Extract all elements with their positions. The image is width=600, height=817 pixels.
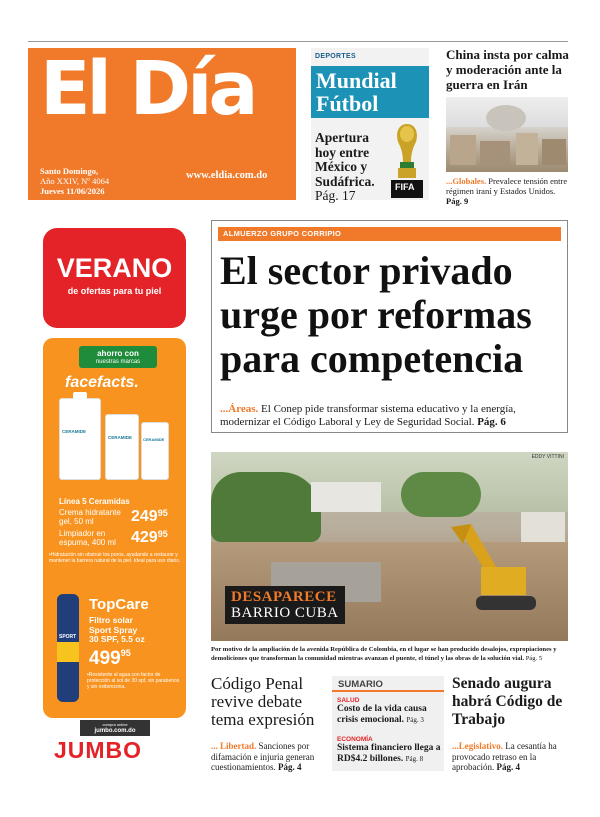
- ad-price-3-cents: 95: [120, 648, 131, 658]
- iran-photo-building: [516, 133, 538, 165]
- ad-price-2-cents: 95: [157, 529, 168, 539]
- iran-text: Prevalece tensión entre régimen iraní y Estados Unidos.: [446, 176, 568, 196]
- iran-photo-smoke: [486, 105, 526, 131]
- masthead-url[interactable]: www.eldia.com.do: [186, 170, 268, 181]
- codigo-penal-page[interactable]: Pág. 4: [278, 762, 302, 772]
- sports-page: Pág. 17: [315, 188, 356, 203]
- fifa-logo: FIFA: [395, 182, 415, 192]
- barrio-cuba-photo[interactable]: [211, 452, 568, 641]
- ad-verano-subtitle: de ofertas para tu piel: [67, 286, 162, 296]
- main-lead: ...Áreas.: [220, 403, 259, 415]
- ad-bottle-foam: [59, 398, 101, 480]
- jumbo-online-badge[interactable]: [80, 720, 150, 736]
- ad-bottle-tube: [141, 422, 169, 480]
- sports-category: DEPORTES: [315, 53, 356, 60]
- sumario-item-text: Costo de la vida causa crisis emocional.: [337, 704, 427, 725]
- senado-page[interactable]: Pág. 4: [496, 762, 520, 772]
- ad-price-1-main: 249: [131, 508, 158, 525]
- ad-verano-title: VERANO: [56, 253, 173, 283]
- sumario-title: SUMARIO: [332, 676, 444, 692]
- ad-price-3-main: 499: [89, 648, 121, 669]
- sports-teaser[interactable]: [311, 48, 429, 203]
- ad-price-3: [89, 648, 131, 670]
- sumario-item[interactable]: [337, 697, 441, 725]
- ad-product-1: Crema hidratante gel, 50 ml: [59, 508, 121, 526]
- main-page[interactable]: Pág. 6: [477, 416, 506, 428]
- ad-line-name: Línea 5 Ceramidas: [59, 497, 130, 506]
- sports-text-body: Apertura hoy entre México y Sudáfrica.: [315, 130, 375, 189]
- sports-title: [316, 69, 397, 115]
- masthead-year: Año XXIV, Nº 4064: [40, 176, 110, 186]
- senado-text: La cesantía ha provocado retraso en la aprobación.: [452, 741, 557, 772]
- main-headline[interactable]: El sector privado urge por reformas para competencia: [220, 248, 532, 381]
- sumario-item[interactable]: [337, 736, 441, 764]
- ad-note-1: •Hidratación sin obstruir los poros, ayudando a restaurar y mantener la barrera natural de la piel. Ideal para uso diario.: [49, 552, 181, 564]
- ad-bottle-tube-label: CERAMIDE: [143, 437, 165, 442]
- iran-lead: ...Globales.: [446, 176, 487, 186]
- ad-brand-facefacts: facefacts.: [65, 374, 139, 391]
- iran-photo-building: [450, 135, 476, 165]
- ad-brand-topcare: TopCare: [89, 596, 149, 613]
- sumario-item-page: Pág. 8: [405, 754, 424, 763]
- sports-title-band: [311, 66, 429, 118]
- iran-page[interactable]: Pág. 9: [446, 196, 469, 206]
- main-story[interactable]: [211, 220, 568, 433]
- senado-summary: [452, 741, 570, 773]
- ad-products[interactable]: [43, 338, 186, 718]
- jumbo-url: jumbo.com.do: [94, 728, 136, 734]
- excavator-icon: [441, 512, 541, 622]
- ad-badge-line1: ahorro con: [97, 349, 139, 358]
- codigo-penal-text: Sanciones por difamación e injuria generan cuestionamientos.: [211, 741, 315, 772]
- ad-bottle-gel: [105, 414, 139, 480]
- masthead-date: Jueves 11/06/2026: [40, 186, 105, 196]
- sports-title-line1: Mundial: [316, 68, 397, 93]
- iran-photo-building: [542, 139, 566, 165]
- ad-product-3-line1: Filtro solar: [89, 615, 133, 625]
- senado-headline[interactable]: Senado augura habrá Código de Trabajo: [452, 675, 563, 728]
- ad-bottle-foam-label: CERAMIDE: [62, 429, 87, 434]
- ad-bottle-gel-label: CERAMIDE: [108, 435, 133, 440]
- photo-credit: EDDY VITTINI: [531, 454, 564, 460]
- ad-spray-band: [57, 642, 79, 662]
- ad-product-2: Limpiador en espuma, 400 ml: [59, 529, 116, 547]
- ad-badge-line2: nuestras marcas: [95, 359, 141, 365]
- photo-trees: [211, 472, 321, 542]
- photo-label: [225, 586, 345, 624]
- photo-label-line2: BARRIO CUBA: [231, 605, 339, 621]
- ad-verano-banner[interactable]: [43, 228, 186, 328]
- main-kicker: ALMUERZO GRUPO CORRIPIO: [218, 227, 561, 241]
- photo-label-line1: DESAPARECE: [231, 589, 337, 605]
- iran-summary: [446, 176, 570, 206]
- main-text: El Conep pide transformar sistema educativo y la energía, modernizar el Código Laboral y Ley de Seguridad Social.: [220, 403, 516, 428]
- masthead-city: Santo Domingo,: [40, 166, 99, 176]
- ad-price-2-main: 429: [131, 529, 158, 546]
- sumario-box: [332, 676, 444, 771]
- iran-headline[interactable]: China insta por calma y moderación ante la guerra en Irán: [446, 47, 569, 92]
- photo-trees: [401, 472, 481, 517]
- ad-product-3-line2: Sport Spray: [89, 624, 138, 635]
- ad-price-2: [131, 529, 168, 547]
- ad-price-1: [131, 508, 168, 526]
- sumario-item-category: SALUD: [337, 697, 360, 704]
- jumbo-online-label: compra online: [102, 722, 128, 727]
- sumario-item-text: Sistema financiero llega a RD$4.2 billones.: [337, 743, 441, 764]
- jumbo-logo[interactable]: JUMBO: [54, 737, 143, 763]
- ad-price-1-cents: 95: [157, 508, 168, 518]
- iran-photo: [446, 97, 568, 172]
- sports-title-line2: Fútbol: [316, 91, 379, 116]
- photo-building: [311, 482, 381, 512]
- ad-savings-badge: [79, 346, 157, 368]
- ad-product-3: [89, 616, 145, 645]
- photo-caption-page[interactable]: Pág. 5: [525, 654, 543, 662]
- sumario-item-page: Pág. 3: [406, 715, 424, 724]
- ad-bottle-pump: [73, 392, 87, 399]
- codigo-penal-headline[interactable]: Código Penal revive debate tema expresión: [211, 674, 315, 729]
- codigo-penal-lead: ... Libertad.: [211, 741, 257, 751]
- senado-lead: ...Legislativo.: [452, 741, 503, 751]
- main-summary: [220, 403, 560, 429]
- ad-note-2: •Resistente al agua con factor de protección al sol de 30 spf, sin parabenos y sin oxibenzona.: [87, 672, 180, 690]
- iran-photo-building: [480, 141, 510, 166]
- top-rule: [28, 41, 568, 42]
- newspaper-logo: El Día: [40, 46, 255, 132]
- masthead-edition: [40, 166, 109, 196]
- photo-caption-text: Por motivo de la ampliación de la avenida República de Colombia, en el lugar se han producido desalojos, expropiaciones y demoliciones que transforman la comunidad mientras avanzan el puente, el túnel y las obras de la solución vial.: [211, 646, 557, 662]
- sports-text: [315, 131, 393, 204]
- masthead[interactable]: [28, 48, 296, 200]
- photo-caption: [211, 646, 568, 663]
- codigo-penal-summary: [211, 741, 329, 773]
- ad-spray-can: [57, 594, 79, 702]
- sumario-item-category: ECONOMÍA: [337, 736, 373, 743]
- ad-product-3-line3: 30 SPF, 5.5 oz: [89, 634, 145, 644]
- ad-spray-label: SPORT: [59, 634, 77, 640]
